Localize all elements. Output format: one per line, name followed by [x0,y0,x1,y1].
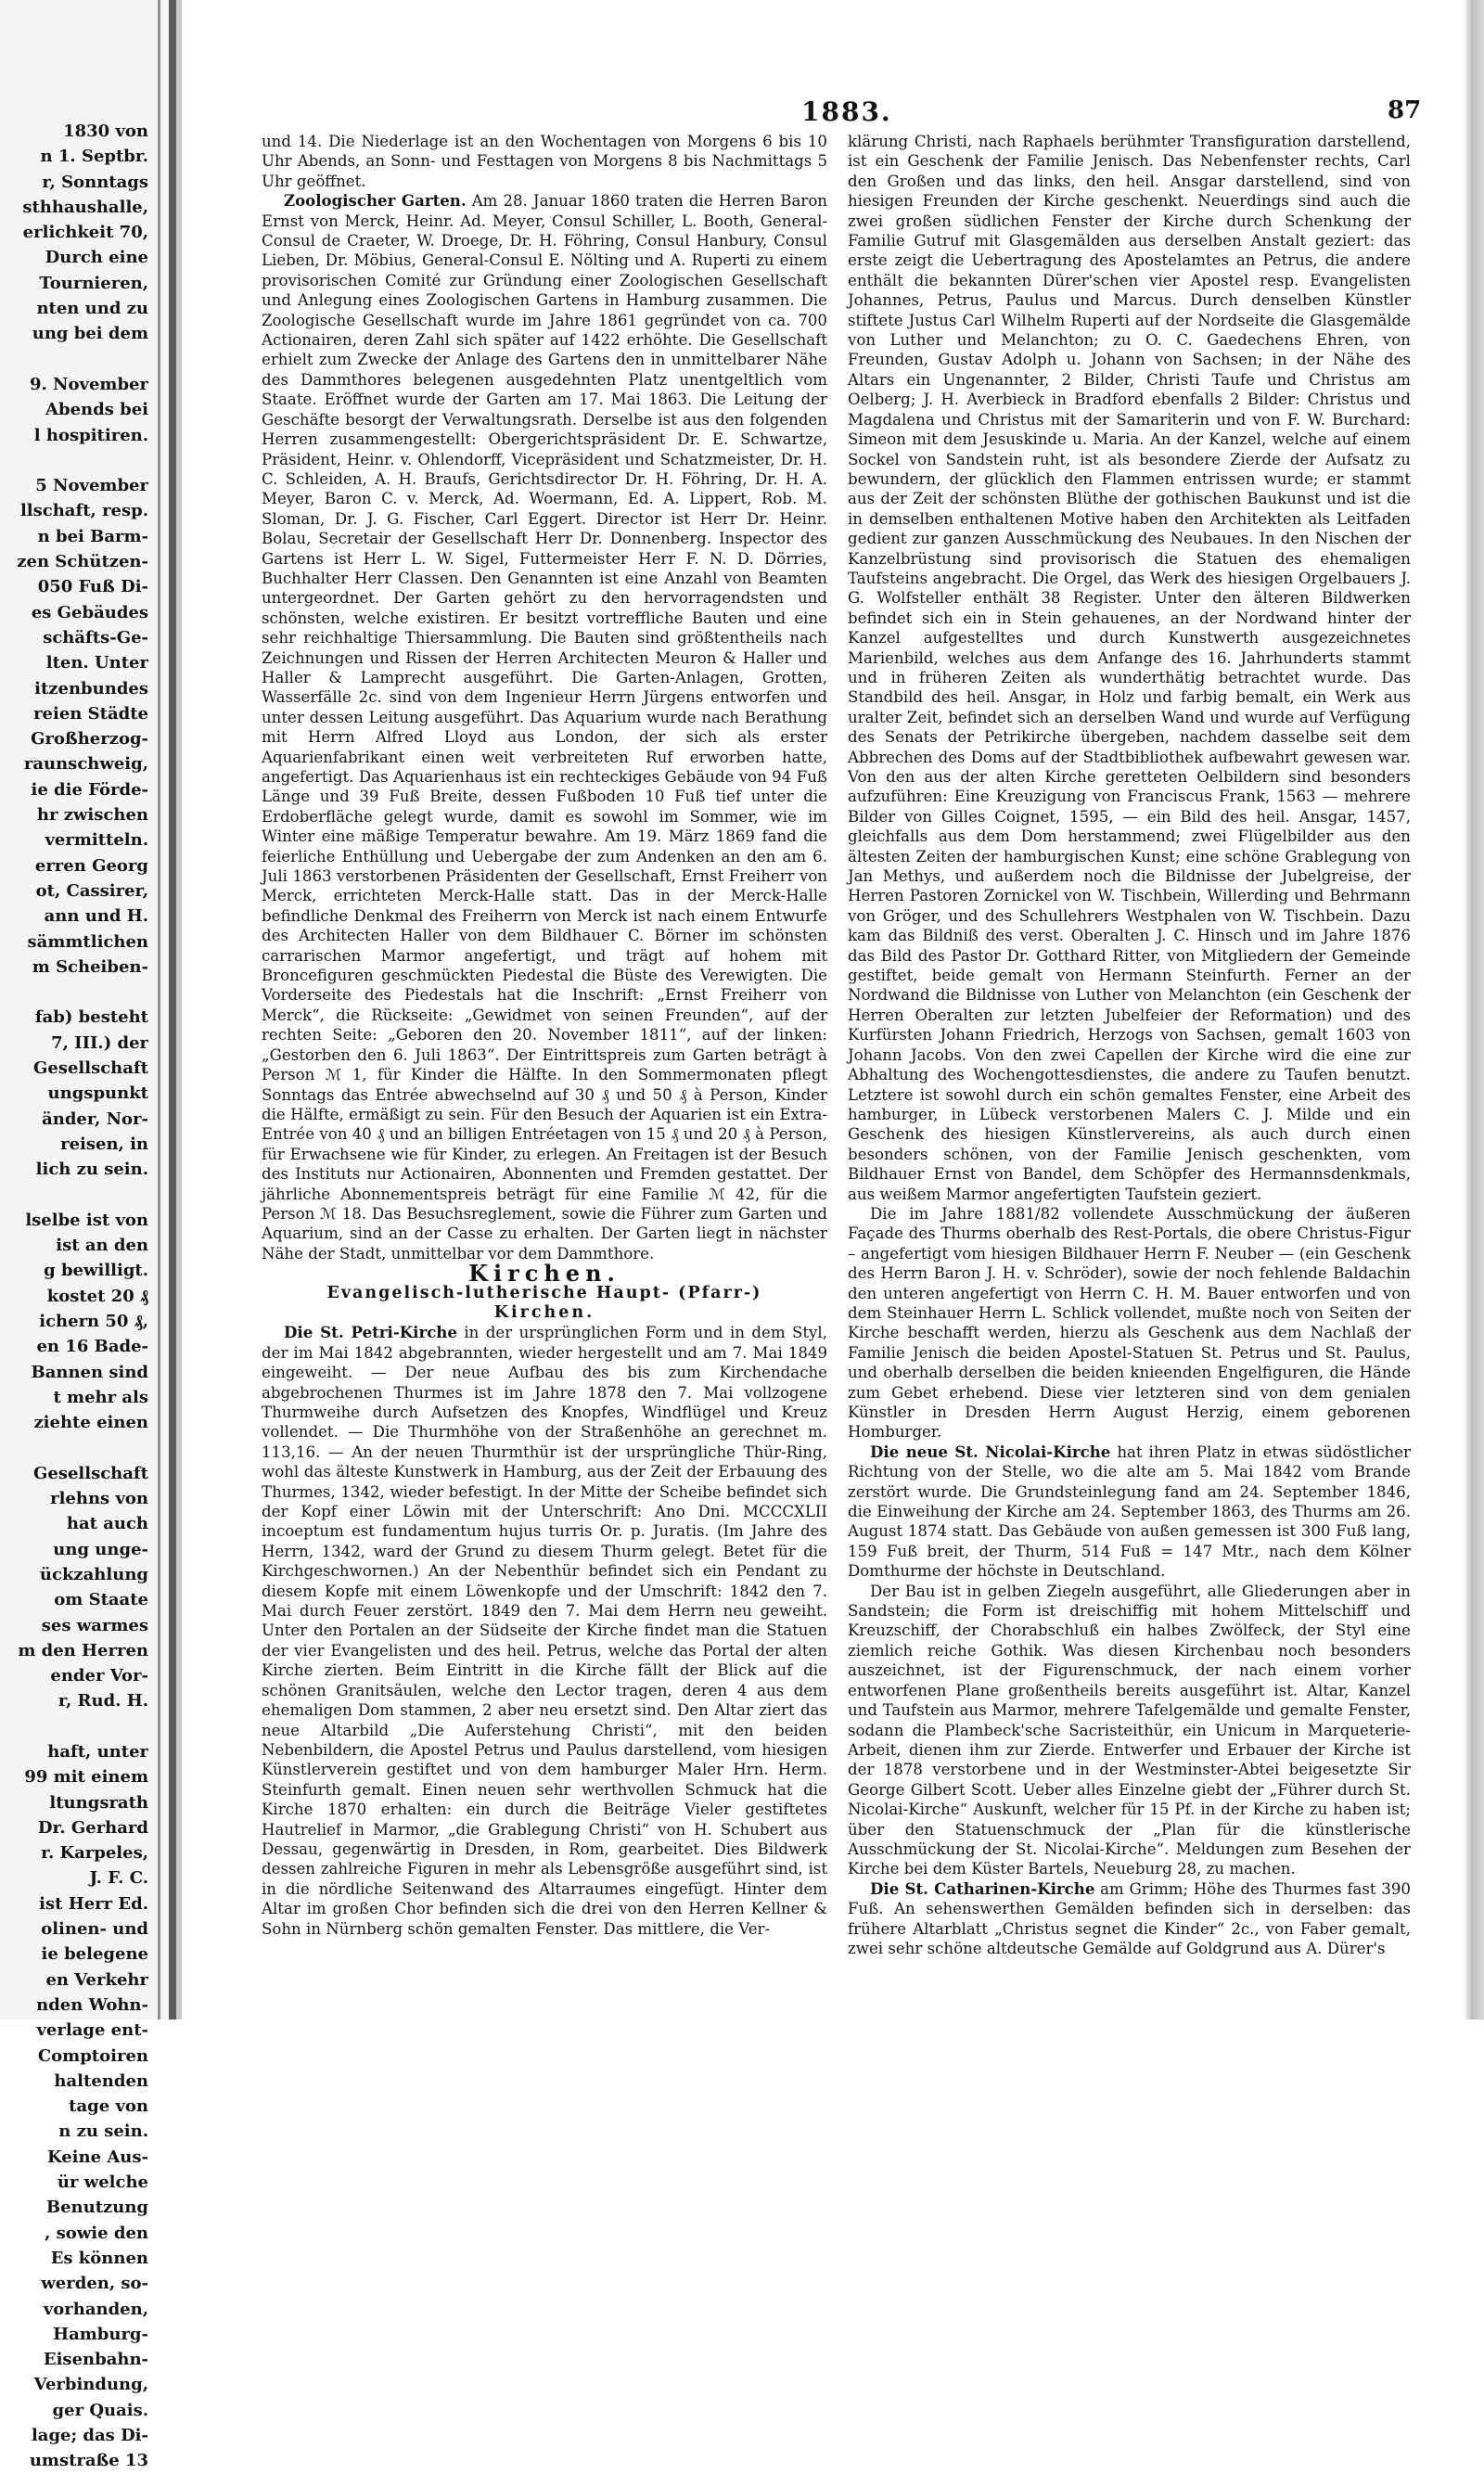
previous-page-line: ses warmes [41,1615,148,1635]
paragraph-nicolai-bau: Der Bau ist in gelben Ziegeln ausgeführt, alle Gliederungen aber in Sandstein; die Form ist dreischiffig mit hohem Mittelschiff und Kreuzschiff, der Chorabschluß ein halbes Zwölfeck, der Styl eine ziemlich reiche Gothik. Was diesen Kirchenbau noch besonders auszeichnet, ist der Figurenschmuck, der nach einem vorher entworfenen Plane großentheils bereits ausgeführt ist. Altar, Kanzel und Taufstein aus Marmor, mehrere Tafelgemälde und gemalte Fenster, sodann die Plambeck'sche Sacristeithür, ein Unicum in Marqueterie-Arbeit, dienen ihm zur Zierde. Entwerfer und Erbauer der Kirche ist der 1878 verstorbene und in der Westminster-Abtei beigesetzte Sir George Gilbert Scott. Ueber alles Einzelne giebt der „Führer durch St. Nicolai-Kirche“ Auskunft, welcher für 15 Pf. in der Kirche zu haben ist; über den Statuenschmuck der „Plan für die künstlerische Ausschmückung der St. Nicolai-Kirche“. Meldungen zum Besehen der Kirche bei dem Küster Bartels, Neueburg 28, zu machen. [848,1582,1411,1878]
text-column-right [848,132,1411,1958]
previous-page-line: 1830 von [63,122,148,141]
previous-page-line: änder, Nor- [42,1109,148,1129]
previous-page-line: 99 mit einem [24,1767,148,1788]
page-edge [1464,0,1484,2019]
paragraph-nicolai [848,1442,1411,1582]
previous-page-line: J. F. C. [89,1868,148,1889]
previous-page-line: g bewilligt. [44,1261,148,1281]
previous-page-line: vorhanden, [43,2299,148,2319]
heading-petri-kirche: Die St. Petri-Kirche [284,1323,457,1342]
previous-page-line: umstraße 13 [29,2451,148,2471]
previous-page-line: Es können [50,2248,148,2268]
page-year: 1883. [801,96,892,127]
previous-page-line: hr zwischen [36,805,148,826]
catharinen-text: am Grimm; Höhe des Thurmes fast 390 Fuß. An sehenswerthen Gemälden befinden sich in derselben: das frühere Altarblatt „Christus segnet die Kinder“ 2c., von Faber gemalt, zwei sehr schöne altdeutsche Gemälde auf Goldgrund aus A. Dürer's [848,1879,1411,1957]
previous-page-line: werden, so- [41,2274,148,2294]
previous-page-line: Comptoiren [37,2045,148,2066]
previous-page-line: ltungsrath [49,1792,148,1813]
previous-page-line: lten. Unter [45,653,148,673]
previous-page-line: m den Herren [18,1640,148,1660]
heading-nicolai-kirche: Die neue St. Nicolai-Kirche [870,1442,1111,1461]
previous-page-line: ie belegene [41,1944,148,1965]
previous-page-line [0,347,148,372]
previous-page-line: sämmtlichen [27,931,148,952]
paragraph-verklaerung: klärung Christi, nach Raphaels berühmter Transfiguration darstellend, ist ein Geschenk der Familie Jenisch. Das Nebenfenster rechts, Carl den Großen und das links, den heil. Ansgar darstellend, sind von hiesigen Freunden der Kirche geschenkt. Neuerdings sind auch die zwei großen südlichen Fenster der Kirche durch Schenkung der Familie Gutruf mit Glasgemälden aus derselben Anstalt geziert: das erste zeigt die Uebertragung des Apostelamtes an Petrus, die andere enthält die bekannten Dürer'schen vier Apostel resp. Evangelisten Johannes, Petrus, Paulus und Marcus. Durch denselben Künstler stiftete Justus Carl Wilhelm Ruperti auf der Nordseite die Glasgemälde von Luther und Melanchton; zu O. C. Gaedechens Ehren, von Freunden, Gustav Adolph u. Johann von Sachsen; in der Nähe des Altars ein Ungenannter, 2 Bilder, Christi Taufe und Christus am Oelberg; J. H. Averbieck in Bradford ebenfalls 2 Bilder: Christus und Magdalena und Christus mit der Samariterin und von F. W. Burchard: Simeon mit dem Jesuskinde u. Maria. An der Kanzel, welche auf einem Sockel von Sandstein ruht, ist als besondere Zierde der Aufsatz zu bewundern, der glücklich den Flammen entrissen wurde; er stammt aus der Zeit der schönsten Blüthe der gothischen Baukunst und ist die in demselben enthaltenen Motive haben den Architekten als Leitfaden gedient zur ganzen Ausschmückung des Neubaues. In den Nischen der Kanzelbrüstung sind provisorisch die Statuen des ehemaligen Taufsteins angebracht. Die Orgel, das Werk des hiesigen Orgelbauers J. G. Wolfsteller enthält 38 Register. Unter den älteren Bildwerken befindet sich ein in Stein gehauenes, an der Nordwand hinter der Kanzel aufgestelltes und durch Kunstwerth ausgezeichnetes Marienbild, welches aus dem Anfange des 16. Jahrhunderts stammt und in früheren Zeiten als wunderthätig betrachtet wurde. Das Standbild des heil. Ansgar, in Holz und farbig bemalt, ein Werk aus uralter Zeit, befindet sich an derselben Wand und wurde auf Verfügung des Senats der Petrikirche übergeben, nachdem dasselbe seit dem Abbrechen des Doms auf der Stadtbibliothek aufbewahrt gewesen war. Von den aus der alten Kirche geretteten Oelbildern sind besonders aufzuführen: Eine Kreuzigung von Franciscus Frank, 1563 — mehrere Bilder von Gilles Coignet, 1595, — ein Bild des heil. Ansgar, 1457, gleichfalls aus dem Dom herstammend; zwei Flügelbilder aus den ältesten Zeiten der hamburgischen Kunst; eine schöne Grablegung von Jan Methys, und außerdem noch die Bildnisse der Jubelgreise, der Herren Pastoren Zornickel von W. Tischbein, Willerding und Behrmann von Gröger, und des Schullehrers Westphalen von W. Tischbein. Dazu kam das Bildniß des verst. Oberalten J. C. Hinsch und im Jahre 1876 das Bild des Pastor Dr. Gotthard Ritter, von Mitgliedern der Gemeinde gestiftet, beide gemalt von Hermann Steinfurth. Ferner an der Nordwand die Bildnisse von Luther von Melanchton (ein Geschenk der Herren Oberalten zur letzten Jubelfeier der Reformation) und des Kurfürsten Johann Friedrich, Herzogs von Sachsen, gemalt 1603 von Johann Jacobs. Von den zwei Capellen der Kirche wird die eine zur Abhaltung des Wochengottesdienstes, die andere zu Taufen benutzt. Letztere ist sowohl durch ein schön gemaltes Fenster, eine Arbeit des hamburger, in Lübeck verstorbenen Malers C. J. Milde und ein Geschenk des hiesigen Künstlervereins, als auch durch einen besonders schönen, von der Familie Jenisch geschenkten, vom Bildhauer Ernst von Bandel, dem Schöpfer des Hermannsdenkmals, aus weißem Marmor angefertigten Taufstein geziert. [848,133,1411,1203]
previous-page-line: m Scheiben- [32,956,148,977]
previous-page-line: olinen- und [41,1919,148,1940]
previous-page-line: Eisenbahn- [43,2350,148,2370]
paragraph-petri [262,1323,827,1939]
previous-page-line: raunschweig, [23,754,148,775]
previous-page-line: r. Karpeles, [41,1843,148,1864]
previous-page-line: Großherzog- [31,729,148,750]
previous-page-line: ot, Cassirer, [35,880,148,901]
previous-page-line [0,1182,148,1207]
previous-page-line: 9. November [30,374,148,394]
page-fold-highlight [176,0,182,2019]
previous-page-line: ür welche [57,2173,148,2193]
previous-page-line: haft, unter [47,1742,148,1762]
previous-page-text-fragments [0,119,148,2474]
previous-page-line: ziehte einen [33,1413,148,1433]
previous-page-line: 050 Fuß Di- [37,577,148,597]
page-number: 87 [1388,96,1422,124]
previous-page-line: tage von [69,2096,148,2117]
previous-page-line: Hamburg- [53,2324,148,2344]
previous-page-line: om Staate [54,1590,148,1610]
previous-page-line: Durch eine [45,248,148,268]
previous-page-line: en 16 Bade- [36,1337,148,1357]
previous-page-line: haltenden [54,2070,148,2091]
previous-page-line: nden Wohn- [36,1994,148,2015]
previous-page-line: lich zu sein. [35,1160,148,1180]
previous-page-line: schäfts-Ge- [43,627,148,647]
previous-page-line [0,1435,148,1460]
previous-page-line: ückzahlung [39,1564,148,1584]
previous-page-line: ung bei dem [32,324,148,344]
previous-page-line: vermitteln. [45,830,148,851]
previous-page-line: ung unge- [53,1539,148,1559]
previous-page-line: Gesellschaft [33,1058,148,1078]
previous-page-line: verlage ent- [36,2020,148,2041]
previous-page-line: Keine Aus- [46,2147,148,2167]
previous-page-line: ender Vor- [50,1666,148,1686]
previous-page-line: llschaft, resp. [19,501,148,521]
previous-page-line: lage; das Di- [31,2426,148,2446]
petri-text: in der ursprünglichen Form und in dem Styl, der im Mai 1842 abgebrannten, wieder hergestellt und am 7. Mai 1849 eingeweiht. — Der neue Aufbau des bis zum Kirchendache abgebrochenen Thurmes ist im Jahre 1878 den 7. Mai vollzogene Thurmweihe durch Aufsetzen des Knopfes, Windflügel und Kreuz vollendet. — Die Thurmhöhe von der Straßenhöhe an gerechnet m. 113,16. — An der neuen Thurmthür ist der ursprüngliche Thür-Ring, wohl das älteste Kunstwerk in Hamburg, aus der Zeit der Erbauung des Thurmes, 1342, wieder befestigt. In der Mitte der Scheibe befindet sich der Kopf einer Löwin mit der Unterschrift: Ano Dni. MCCCXLII incoeptum est fundamentum hujus turris Or. p. Juratis. (Im Jahre des Herrn, 1342, ward der Grund zu diesem Thurm gelegt. Betet für die Kirchgeschwornen.) An der Nebenthür befindet sich ein Pendant zu diesem Kopfe mit einem Löwenkopfe und der Umschrift: 1842 den 7. Mai durch Feuer zerstört. 1849 den 7. Mai dem Herrn neu geweiht. Unter den Portalen an der Südseite der Kirche findet man die Statuen der vier Evangelisten und des heil. Petrus, welche das Portal der alten Kirche zierten. Beim Eintritt in die Kirche fällt der Blick auf die schönen Granitsäulen, welche den Lector tragen, deren 4 aus dem ehemaligen Dom stammen, 2 aber neu ersetzt sind. Den Altar ziert das neue Altarbild „Die Auferstehung Christi“, mit den beiden Nebenbildern, die Apostel Petrus und Paulus darstellend, vom hiesigen Künstlerverein gestiftet und von dem hamburger Maler Hrn. Herm. Steinfurth gemalt. Einen neuen sehr werthvollen Schmuck hat die Kirche 1870 erhalten: ein durch die Beiträge Vieler gestiftetes Hautrelief in Marmor, „die Grablegung Christi“ von H. Schubert aus Dessau, gegenwärtig in Dresden, in Rom, gearbeitet. Dies Bildwerk dessen zahlreiche Figuren in mehr als Lebensgröße ausgeführt sind, ist in die nördliche Seitenwand des Altarraumes eingefügt. Hinter dem Altar im großen Chor befinden sich die drei von den Herren Kellner & Sohn in Nürnberg schön gemalten Fenster. Das mittlere, die Ver- [262,1324,827,1938]
previous-page-line: Benutzung [45,2198,148,2218]
previous-page-line [0,448,148,473]
previous-page-line: nten und zu [36,299,148,319]
section-title-kirchen: Kirchen. [468,1260,620,1288]
previous-page-line: lselbe ist von [25,1210,148,1230]
previous-page-line: ist Herr Ed. [39,1893,148,1914]
previous-page-line: rlehns von [50,1489,148,1509]
previous-page-line: n zu sein. [58,2121,148,2142]
previous-page-line: Tournieren, [39,273,148,293]
previous-page-line: reien Städte [33,703,148,724]
previous-page-line [0,980,148,1005]
previous-page-line: r, Sonntags [42,172,148,192]
previous-page-line: zen Schützen- [17,552,148,572]
paragraph-niederlage: und 14. Die Niederlage ist an den Wochentagen von Morgens 6 bis 10 Uhr Abends, an Sonn- und Festtagen von Morgens 8 bis Nachmittags 5 Uhr geöffnet. [262,133,827,190]
previous-page-line: ichern 50 ₰, [39,1311,148,1331]
heading-zoo: Zoologischer Garten. [284,191,467,211]
previous-page-line: erlichkeit 70, [22,223,148,243]
previous-page-line: ungspunkt [47,1083,148,1104]
previous-page-line: itzenbundes [34,678,148,699]
zoo-text: Am 28. Januar 1860 traten die Herren Baron Ernst von Merck, Heinr. Ad. Meyer, Consul Schiller, L. Booth, General-Consul de Craeter, W. Droege, Dr. H. Föhring, Consul Hanbury, Consul Lieben, Dr. Möbius, General-Consul E. Nölting und A. Ruperti zu einem provisorischen Comité zur Gründung einer Zoologischen Gesellschaft und Anlegung eines Zoologischen Gartens in Hamburg zusammen. Die Zoologische Gesellschaft wurde im Jahre 1861 gegründet von ca. 700 Actionairen, deren Zahl sich später auf 1422 erhöhte. Die Gesellschaft erhielt zum Zwecke der Anlage des Gartens den in unmittelbarer Nähe des Dammthores belegenen ausgedehnten Platz unentgeltlich vom Staate. Eröffnet wurde der Garten am 17. Mai 1863. Die Leitung der Geschäfte besorgt der Verwaltungsrath. Derselbe ist aus den folgenden Herren zusammengestellt: Obergerichtspräsident Dr. E. Schwartze, Präsident, Heinr. v. Ohlendorff, Vicepräsident und Schatzmeister, Dr. H. C. Schleiden, A. H. Braufs, Gerichtsdirector Dr. H. Föhring, Dr. H. A. Meyer, Baron C. v. Merck, Ad. Woermann, Ed. A. Lippert, Rob. M. Sloman, Dr. J. G. Fischer, Carl Eggert. Director ist Herr Dr. Heinr. Bolau, Secretair der Gesellschaft Herr Dr. Donnenberg. Inspector des Gartens ist Herr L. W. Sigel, Futtermeister Herr F. N. D. Dörries, Buchhalter Herr Classen. Den Genannten ist eine Anzahl von Beamten untergeordnet. Der Garten gehört zu den hervorragendsten und schönsten, welche existiren. Er besitzt vortreffliche Bauten und eine sehr reichhaltige Thiersammlung. Die Bauten sind größtentheils nach Zeichnungen und Rissen der Herren Architecten Meuron & Haller und Haller & Lamprecht ausgeführt. Die Garten-Anlagen, Grotten, Wasserfälle 2c. sind von dem Ingenieur Herrn Jürgens entworfen und unter dessen Leitung ausgeführt. Das Aquarium wurde nach Berathung mit Herrn Alfred Lloyd aus London, der sich als erster Aquarienfabrikant einen weit verbreiteten Ruf erworben hatte, angefertigt. Das Aquarienhaus ist ein rechteckiges Gebäude von 94 Fuß Länge und 39 Fuß Breite, dessen Fußboden 10 Fuß tief unter die Erdoberfläche gelegt wurde, damit es sowohl im Sommer, wie im Winter eine mäßige Temperatur bewahre. Am 19. März 1869 fand die feierliche Enthüllung und Uebergabe der zum Andenken an den am 6. Juli 1863 verstorbenen Präsidenten der Gesellschaft, Ernst Freiherr von Merck, errichteten Merck-Halle statt. Das in der Merck-Halle befindliche Denkmal des Freiherrn von Merck ist nach einem Entwurfe des Architecten Haller von dem Bildhauer C. Börner im schönsten carrarischen Marmor angefertigt, und trägt auf hohem mit Broncefiguren geschmückten Piedestal die Büste des Verewigten. Die Vorderseite des Piedestals hat die Inschrift: „Ernst Freiherr von Merck“, die Rückseite: „Gewidmet von seinen Freunden“, auf der rechten Seite: „Geboren den 20. November 1811“, auf der linken: „Gestorben den 6. Juli 1863“. Der Eintrittspreis zum Garten beträgt à Person ℳ 1, für Kinder die Hälfte. In den Sommermonaten pflegt Sonntags das Entrée abwechselnd auf 30 ₰ und 50 ₰ à Person, Kinder die Hälfte, ermäßigt zu sein. Für den Besuch der Aquarien ist ein Extra-Entrée von 40 ₰ und an billigen Entréetagen von 15 ₰ und 20 ₰ à Person, für Erwachsene wie für Kinder, zu erlegen. An Freitagen ist der Besuch des Instituts nur Actionairen, Abonnenten und Fremden gestattet. Der jährliche Abonnementspreis beträgt für eine Familie ℳ 42, für die Person ℳ 18. Das Besuchsreglement, sowie die Führer zum Garten und Aquarium, sind an der Casse zu erhalten. Der Garten liegt in nächster Nähe der Stadt, unmittelbar vor dem Dammthore. [262,192,827,1263]
previous-page-line: ist an den [56,1236,148,1256]
previous-page-line: 5 November [35,476,148,496]
previous-page-line: n bei Barm- [37,526,148,546]
previous-page-line: Bannen sind [31,1362,148,1382]
previous-page-line: Verbindung, [33,2375,148,2395]
section-subtitle-2: Kirchen. [493,1302,595,1322]
paragraph-catharinen [848,1879,1411,1959]
paragraph-zoo [262,191,827,1263]
previous-page-line: sthhaushalle, [22,197,148,217]
previous-page-line: Dr. Gerhard [37,1817,148,1838]
previous-page-line [0,1714,148,1739]
previous-page-line: Gesellschaft [33,1463,148,1483]
page-fold-gutter [169,0,176,2019]
nicolai-text: hat ihren Platz in etwas südöstlicher Richtung von der Stelle, wo die alte am 5. Mai 1842 vom Brande zerstört wurde. Die Grundsteinlegung fand am 24. September 1846, die Einweihung der Kirche am 24. September 1863, des Thurms am 26. August 1874 statt. Das Gebäude von außen gemessen ist 300 Fuß lang, 159 Fuß breit, der Thurm, 514 Fuß = 147 Mtr., nach dem Kölner Domthurme der höchste in Deutschland. [848,1442,1411,1581]
previous-page-line: es Gebäudes [31,602,148,622]
previous-page-line: 7, III.) der [51,1032,148,1053]
previous-page-line: n 1. Septbr. [40,147,148,167]
previous-page-line: l hospitiren. [33,425,148,445]
previous-page-line: r, Rud. H. [58,1691,148,1711]
previous-page-line: kostet 20 ₰ [46,1286,148,1306]
previous-page-line: Abends bei [45,400,148,420]
previous-page-line: erren Georg [34,855,148,876]
heading-catharinen-kirche: Die St. Catharinen-Kirche [870,1878,1095,1898]
previous-page-line: t mehr als [53,1387,148,1407]
previous-page-line: ann und H. [44,906,148,927]
previous-page-line: ger Quais. [52,2400,148,2420]
paragraph-thurm-fassade: Die im Jahre 1881/82 vollendete Ausschmückung der äußeren Façade des Thurms oberhalb des Rest-Portals, die obere Christus-Figur – angefertigt vom hiesigen Bildhauer Herrn F. Neuber — (ein Geschenk des Herrn Baron J. H. v. Schröder), sowie der noch fehlende Baldachin den unteren angefertigt von Herrn C. H. M. Bauer entworfen und von dem Steinhauer Herrn L. Schlick vollendet, mußte noch von Seiten der Kirche beschafft werden, hierzu als Geschenk aus dem Nachlaß der Familie Jenisch die beiden Apostel-Statuen St. Petrus und St. Paulus, und oberhalb derselben die beiden knieenden Engelfiguren, die Hände zum Gebet erhebend. Diese vier letzteren sind von dem genialen Künstler in Dresden Herrn August Herzig, einem geborenen Homburger. [848,1204,1411,1442]
previous-page-line: , sowie den [45,2223,148,2243]
previous-page-line: hat auch [66,1514,148,1534]
text-column-left [262,132,827,1939]
section-subtitle: Evangelisch-lutherische Haupt- (Pfarr-) [326,1283,762,1302]
previous-page-line: fab) besteht [34,1007,148,1028]
previous-page-line: ie die Förde- [31,779,148,800]
page-fold-shadow [158,0,160,2019]
previous-page-line: reisen, in [60,1134,148,1154]
previous-page-line: en Verkehr [45,1969,148,1990]
